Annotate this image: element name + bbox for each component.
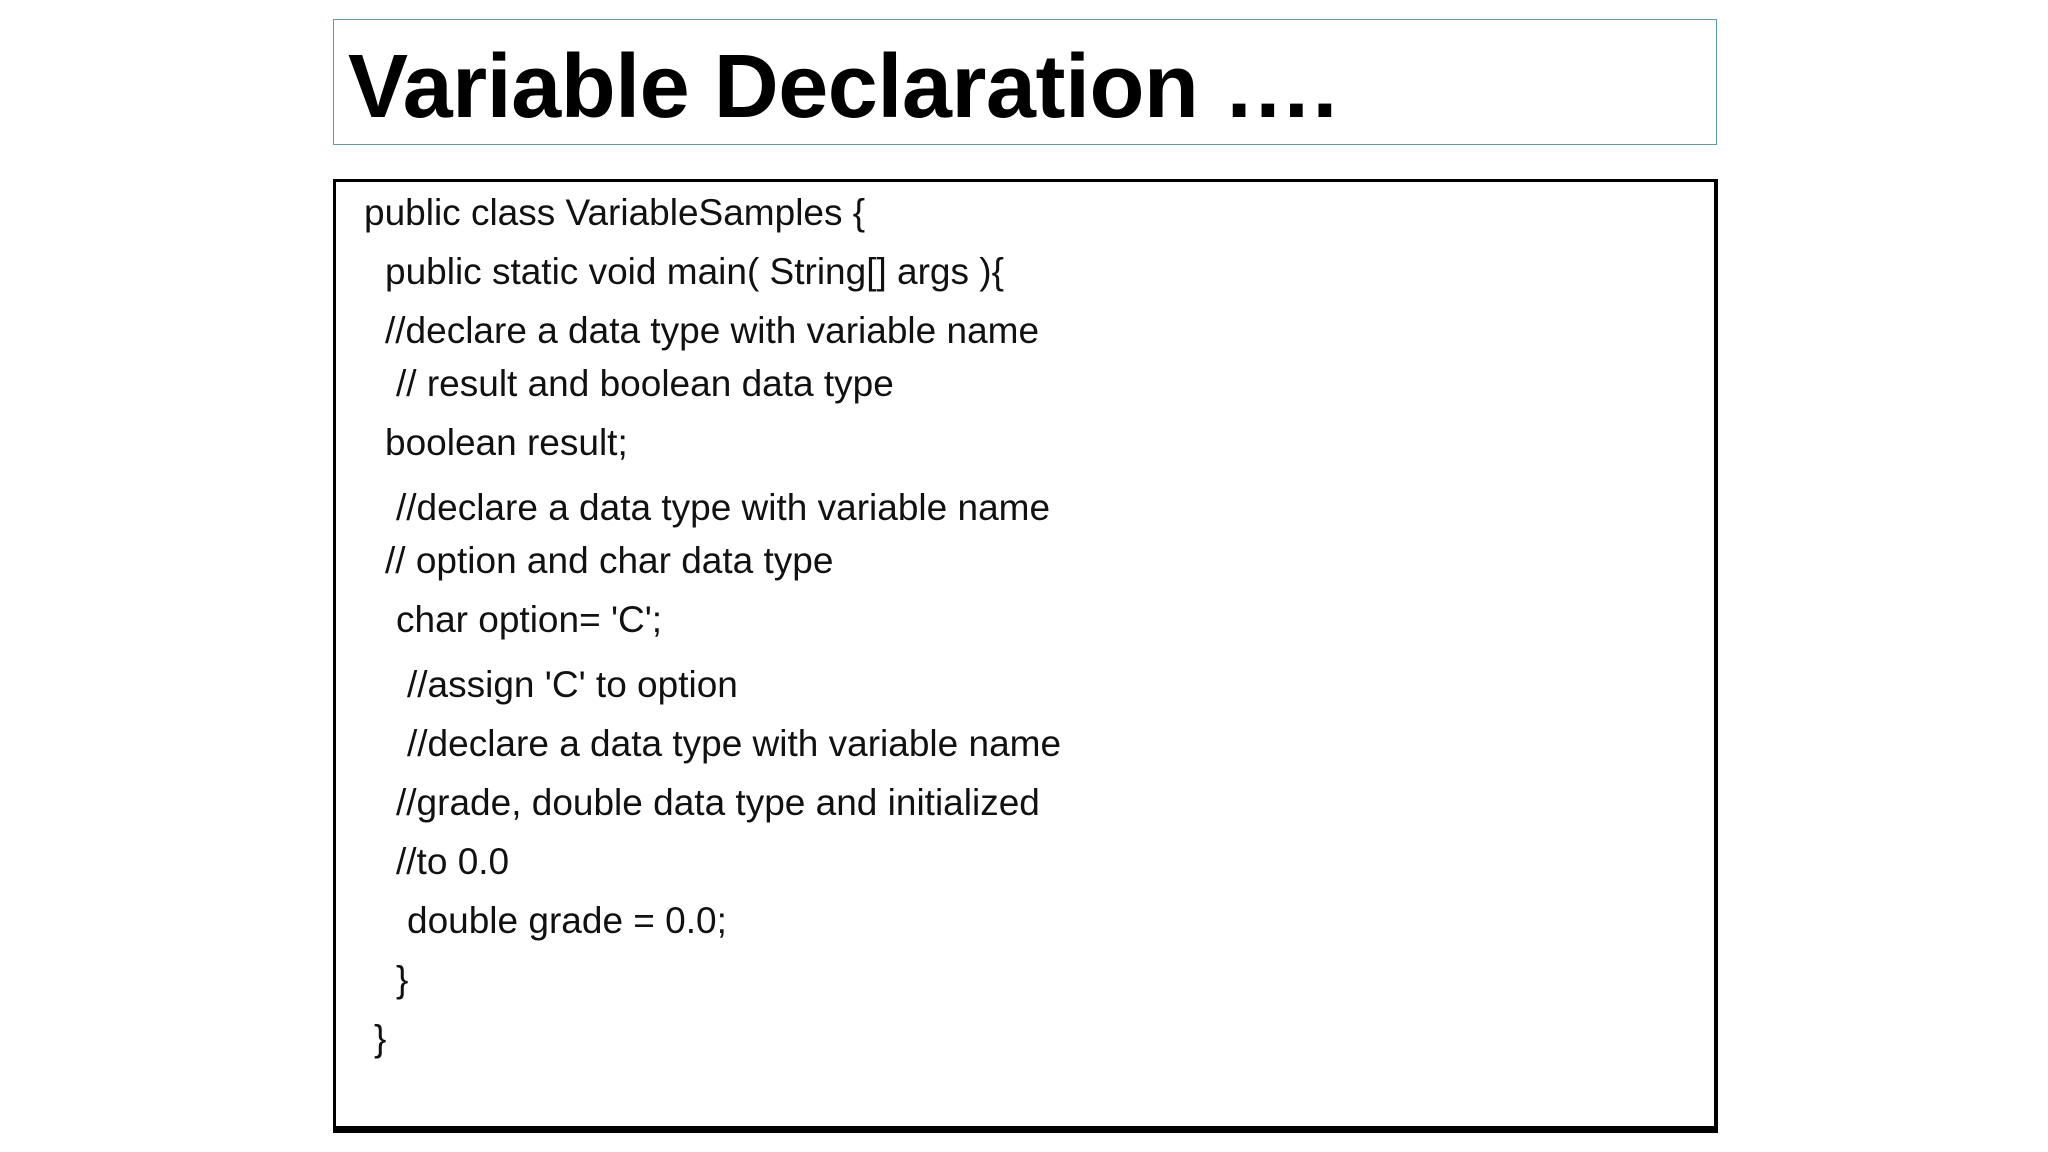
code-line-comment: // option and char data type	[385, 540, 834, 581]
code-line-comment: // result and boolean data type	[396, 363, 894, 404]
code-line-closing-brace: }	[396, 959, 409, 1000]
code-line-comment: //grade, double data type and initialized	[396, 782, 1040, 823]
code-line-class-declaration: public class VariableSamples {	[364, 192, 866, 233]
slide-title-box	[333, 19, 1717, 145]
code-line-comment: //to 0.0	[396, 841, 510, 882]
code-line-main-method: public static void main( String[] args ){	[385, 251, 1004, 292]
code-line-char-declaration: char option= 'C';	[396, 599, 663, 640]
code-line-comment: //declare a data type with variable name	[407, 723, 1062, 764]
code-line-comment: //declare a data type with variable name	[385, 310, 1040, 351]
code-line-comment: //declare a data type with variable name	[396, 487, 1051, 528]
code-block	[333, 179, 1718, 1133]
code-line-closing-brace: }	[374, 1018, 387, 1059]
code-line-comment: //assign 'C' to option	[407, 664, 738, 705]
slide-title: Variable Declaration ….	[348, 37, 1337, 137]
code-line-double-declaration: double grade = 0.0;	[407, 900, 727, 941]
code-line-boolean-declaration: boolean result;	[385, 422, 628, 463]
